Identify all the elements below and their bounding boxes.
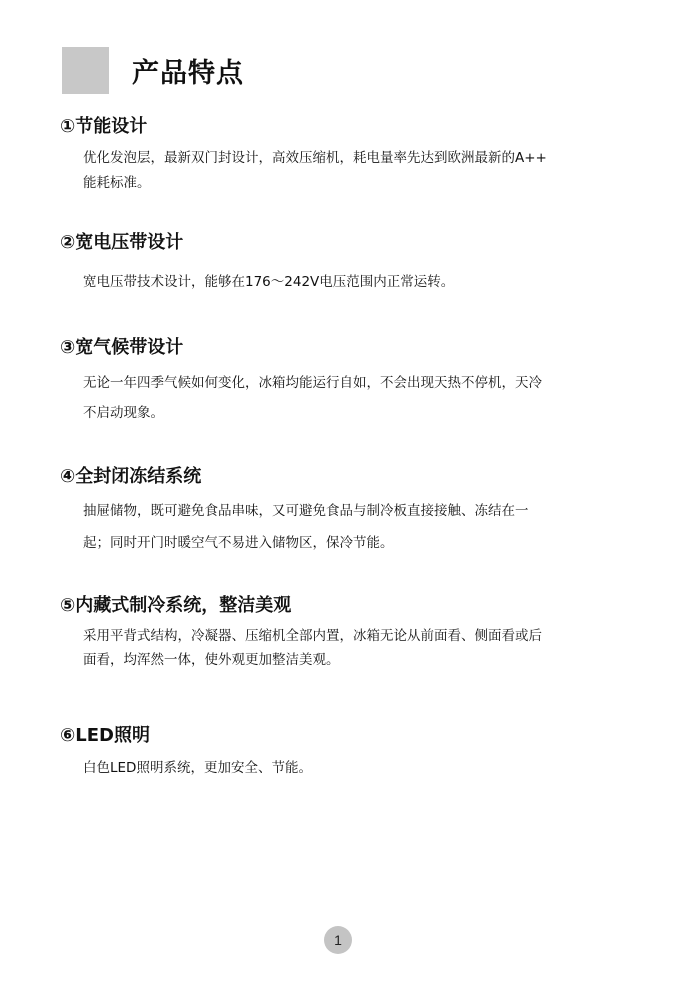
section-heading-hidden-cooling: ⑤内藏式制冷系统，整洁美观	[60, 595, 292, 616]
body-line: 抽屉储物，既可避免食品串味，又可避免食品与制冷板直接接触、冻结在一	[83, 503, 529, 519]
section-body-led-lighting	[83, 756, 623, 780]
body-line: 采用平背式结构，冷凝器、压缩机全部内置，冰箱无论从前面看、侧面看或后	[83, 628, 542, 644]
section-heading-sealed-freezing: ④全封闭冻结系统	[60, 466, 202, 487]
section-body-hidden-cooling	[83, 624, 623, 672]
body-line: 不启动现象。	[83, 405, 164, 421]
page-number-badge	[324, 926, 352, 954]
body-line: 无论一年四季气候如何变化，冰箱均能运行自如，不会出现天热不停机，天冷	[83, 375, 542, 391]
section-heading-wide-climate: ③宽气候带设计	[60, 337, 184, 358]
section-body-energy-saving	[83, 146, 623, 196]
section-body-wide-climate	[83, 368, 623, 428]
title-decoration-block	[62, 47, 109, 94]
section-heading-wide-voltage: ②宽电压带设计	[60, 232, 184, 253]
section-heading-energy-saving: ①节能设计	[60, 116, 148, 137]
section-body-sealed-freezing	[83, 495, 623, 559]
page-title: 产品特点	[132, 58, 244, 89]
section-body-wide-voltage	[83, 270, 623, 294]
body-line: 白色LED照明系统，更加安全、节能。	[83, 760, 312, 776]
body-line: 能耗标准。	[83, 175, 151, 191]
section-heading-led-lighting: ⑥LED照明	[60, 725, 150, 746]
page-number: 1	[334, 932, 342, 948]
body-line: 面看，均浑然一体，使外观更加整洁美观。	[83, 652, 340, 668]
body-line: 起；同时开门时暖空气不易进入储物区，保冷节能。	[83, 535, 394, 551]
body-line: 宽电压带技术设计，能够在176～242V电压范围内正常运转。	[83, 274, 455, 290]
body-line: 优化发泡层，最新双门封设计，高效压缩机，耗电量率先达到欧洲最新的A++	[83, 150, 547, 166]
